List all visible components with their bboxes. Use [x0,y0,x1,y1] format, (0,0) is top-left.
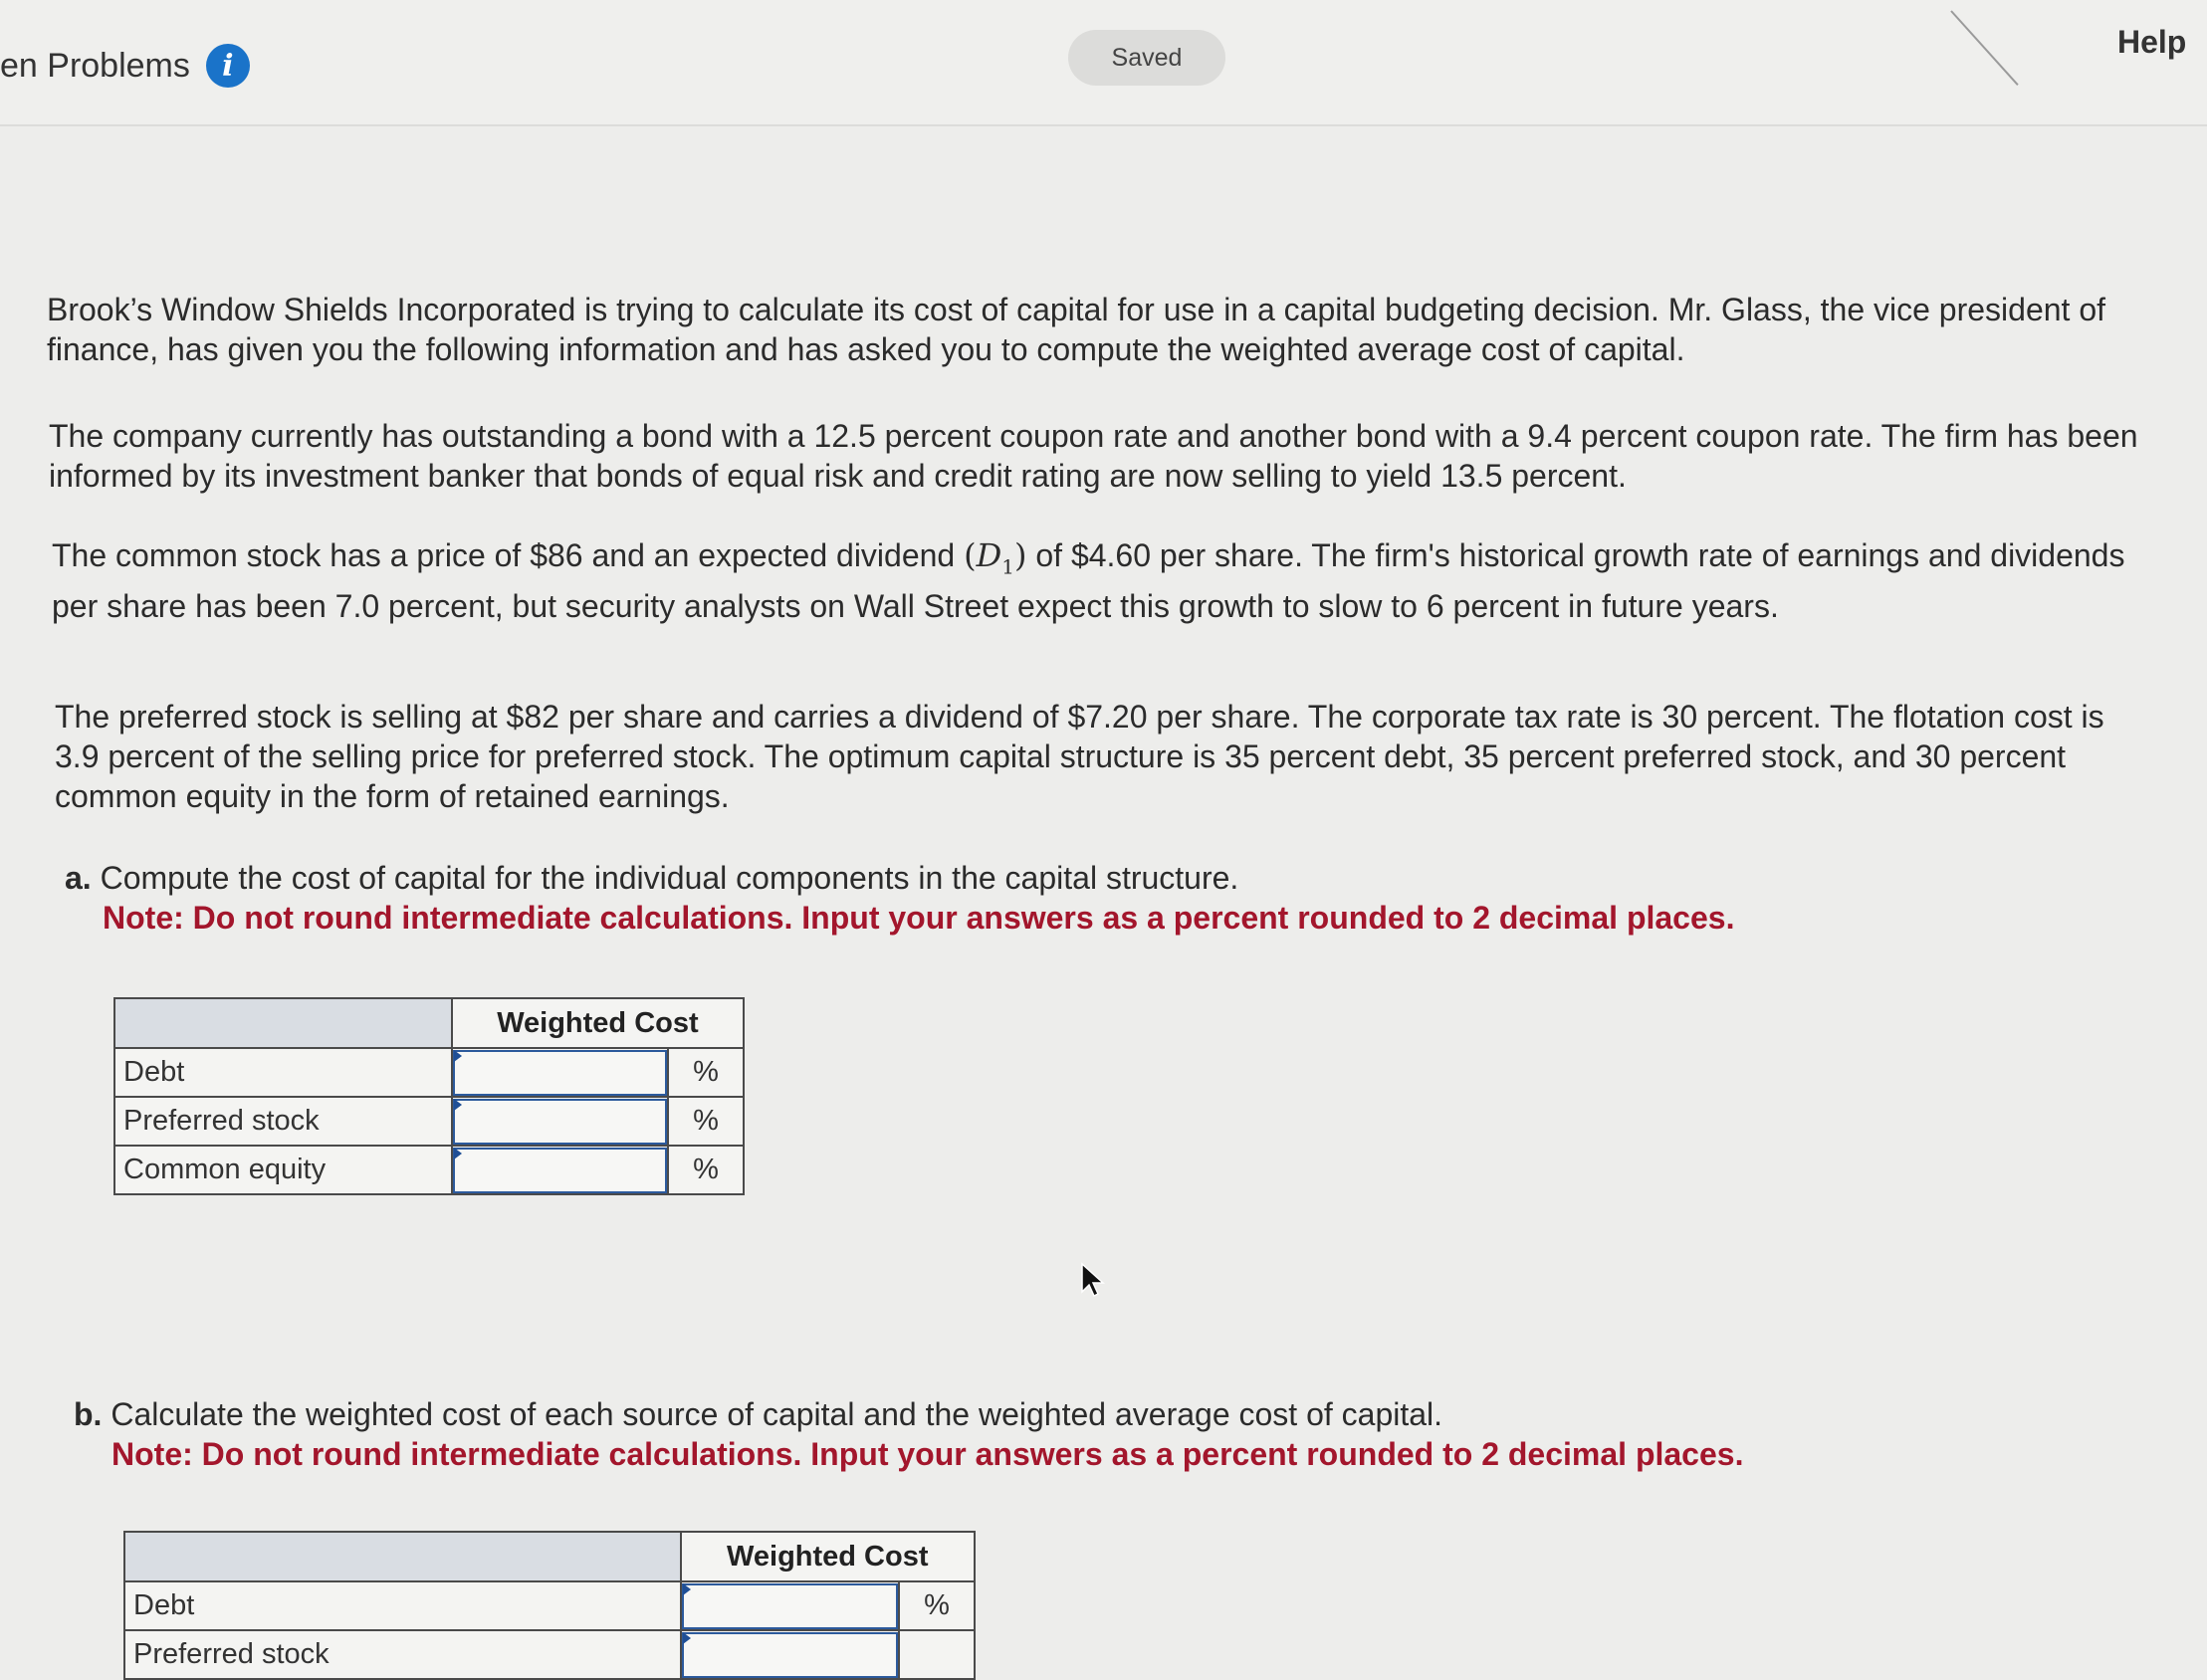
table-row [124,1630,975,1679]
part-a-preferred-cell [452,1097,668,1146]
table-row [114,1146,744,1194]
top-bar [0,0,2207,126]
problem-paragraph-3-start: The common stock has a price of $86 and an expected dividend [52,537,965,573]
part-a-table-header-row [114,998,744,1048]
part-b-table [123,1531,976,1680]
problem-paragraph-2: The company currently has outstanding a bond with a 12.5 percent coupon rate and another bond with a 9.4 percent coupon rate. The firm has been informed by its investment banker that bonds of equal risk and credit rating are now selling to yield 13.5 percent. [49,418,2138,494]
problem-paragraph-3 [52,535,2152,626]
part-a-blank-header [114,998,452,1048]
part-a-label: a. [65,860,92,896]
percent-unit: % [668,1048,744,1097]
part-b-label: b. [74,1396,103,1432]
percent-unit [899,1630,975,1679]
part-a-row-label-preferred: Preferred stock [114,1097,452,1146]
help-link[interactable]: Help [2117,24,2187,60]
part-b-preferred-cell [681,1630,900,1679]
problem-paragraph-4: The preferred stock is selling at $82 per share and carries a dividend of $7.20 per share. The corporate tax rate is 30 percent. The flotation cost is 3.9 percent of the selling price for preferred stock. The optimum capital structure is 35 percent debt, 35 percent preferred stock, and 30 percent common equity in the form of retained earnings. [55,699,2104,814]
part-a-table [113,997,745,1195]
saved-status-badge: Saved [1068,30,1225,86]
part-a-note: Note: Do not round intermediate calculations. Input your answers as a percent rounded to 2 decimal places. [103,900,1735,936]
decorative-line [1950,10,2018,86]
part-b-weighted-cost-header: Weighted Cost [681,1532,975,1581]
input-flag-icon [454,1099,462,1111]
part-a-weighted-cost-header: Weighted Cost [452,998,744,1048]
page-title-text: en Problems [0,46,190,85]
mouse-pointer-icon [1078,1262,1108,1302]
percent-unit: % [899,1581,975,1630]
info-icon[interactable]: i [206,44,250,88]
problem-paragraph-3-end: of $4.60 per share. The firm's historical growth rate of earnings and dividends per share has been 7.0 percent, but security analysts on Wall Street expect this growth to slow to 6 percent in future years. [52,537,2125,625]
part-a-row-label-debt: Debt [114,1048,452,1097]
part-a-common-input[interactable] [453,1148,667,1193]
part-b-debt-cell [681,1581,900,1630]
input-flag-icon [683,1632,691,1644]
input-flag-icon [683,1583,691,1595]
dividend-symbol: $(D_1)$ [964,536,1027,579]
part-b-note: Note: Do not round intermediate calculations. Input your answers as a percent rounded to 2 decimal places. [111,1436,1744,1472]
part-a-text: Compute the cost of capital for the individual components in the capital structure. [100,860,1239,896]
part-b-preferred-input[interactable] [682,1632,899,1678]
part-b-debt-input[interactable] [682,1583,899,1629]
part-a-question [65,858,2155,938]
percent-unit: % [668,1097,744,1146]
part-b-blank-header [124,1532,681,1581]
part-b-table-header-row [124,1532,975,1581]
part-b-row-label-debt: Debt [124,1581,681,1630]
part-b-row-label-preferred: Preferred stock [124,1630,681,1679]
part-a-common-cell [452,1146,668,1194]
problem-paragraph-1: Brook’s Window Shields Incorporated is trying to calculate its cost of capital for use in a capital budgeting decision. Mr. Glass, the vice president of finance, has given you the following information and has asked you to compute the weighted average cost of capital. [47,292,2106,367]
input-flag-icon [454,1050,462,1062]
part-a-preferred-input[interactable] [453,1099,667,1145]
table-row [114,1048,744,1097]
part-b-text: Calculate the weighted cost of each source of capital and the weighted average cost of capital. [110,1396,1443,1432]
table-row [124,1581,975,1630]
part-a-debt-input[interactable] [453,1050,667,1096]
part-a-row-label-common: Common equity [114,1146,452,1194]
page-title [0,44,250,88]
part-a-debt-cell [452,1048,668,1097]
percent-unit: % [668,1146,744,1194]
table-row [114,1097,744,1146]
input-flag-icon [454,1148,462,1159]
part-b-question [74,1394,2164,1474]
